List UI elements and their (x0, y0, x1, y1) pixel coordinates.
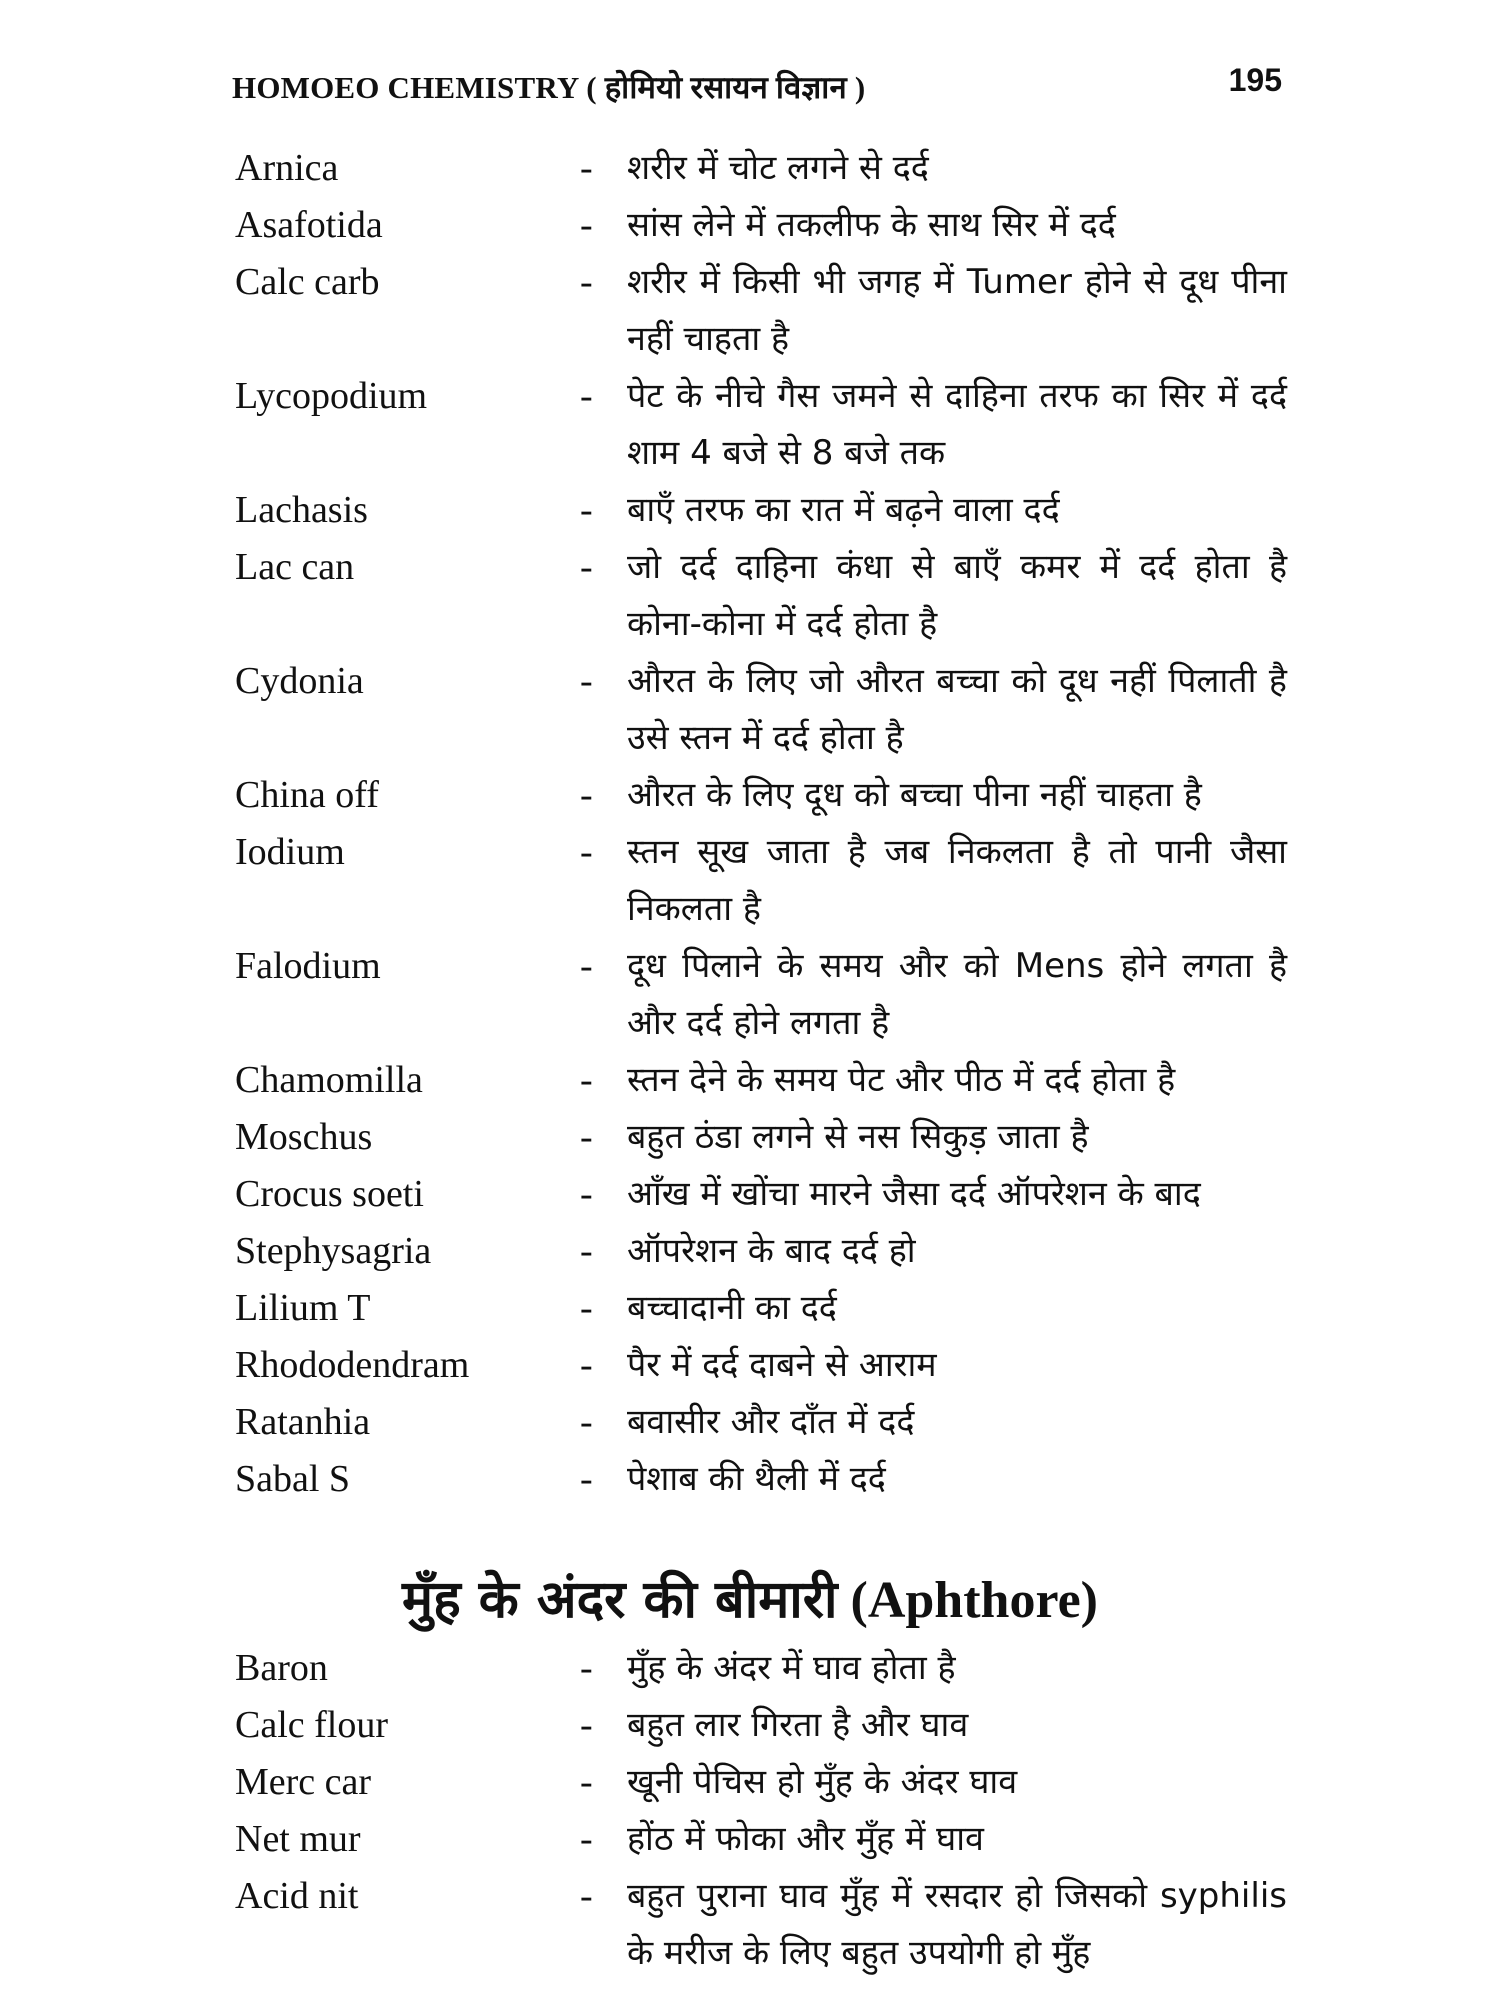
list-item (235, 824, 1297, 938)
remedy-name: Sabal S (235, 1458, 351, 1500)
separator-dash: - (580, 204, 593, 246)
remedy-name: Calc carb (235, 261, 380, 303)
remedy-description: औरत के लिए जो औरत बच्चा को दूध नहीं पिलाती है उसे स्तन में दर्द होता है (627, 661, 1287, 758)
running-head-title: HOMOEO CHEMISTRY ( होमियो रसायन विज्ञान ) (232, 70, 866, 105)
separator-dash: - (580, 1116, 593, 1158)
remedy-name: Ratanhia (235, 1401, 371, 1443)
separator-dash: - (580, 1059, 593, 1101)
list-item (235, 482, 1297, 539)
remedy-description: पैर में दर्द दाबने से आराम (627, 1345, 937, 1385)
list-item (235, 767, 1297, 824)
separator-dash: - (580, 660, 593, 702)
remedy-description: बच्चादानी का दर्द (627, 1288, 837, 1328)
remedy-description: जो दर्द दाहिना कंधा से बाएँ कमर में दर्द होता है कोना-कोना में दर्द होता है (627, 547, 1287, 644)
list-item (235, 1337, 1297, 1394)
list-item (235, 1868, 1297, 1982)
list-item (235, 1280, 1297, 1337)
separator-dash: - (580, 1818, 593, 1860)
remedy-name: Merc car (235, 1761, 372, 1803)
remedy-name: Chamomilla (235, 1059, 423, 1101)
remedy-name: China off (235, 774, 379, 816)
list-item (235, 1166, 1297, 1223)
list-item (235, 539, 1297, 653)
separator-dash: - (580, 546, 593, 588)
page-number: 195 (1228, 62, 1282, 98)
remedy-description: आँख में खोंचा मारने जैसा दर्द ऑपरेशन के बाद (627, 1174, 1201, 1214)
remedy-name: Lac can (235, 546, 355, 588)
list-item (235, 1697, 1297, 1754)
separator-dash: - (580, 1761, 593, 1803)
list-item (235, 1754, 1297, 1811)
separator-dash: - (580, 1875, 593, 1917)
remedy-name: Moschus (235, 1116, 373, 1158)
separator-dash: - (580, 945, 593, 987)
remedy-name: Calc flour (235, 1704, 389, 1746)
remedy-description: होंठ में फोका और मुँह में घाव (627, 1819, 984, 1859)
list-item (235, 140, 1297, 197)
remedy-list-aphthore (235, 1640, 1297, 1982)
separator-dash: - (580, 1344, 593, 1386)
remedy-name: Crocus soeti (235, 1173, 424, 1215)
section-heading-english: (Aphthore) (850, 1572, 1098, 1629)
remedy-name: Acid nit (235, 1875, 359, 1917)
separator-dash: - (580, 1230, 593, 1272)
remedy-name: Lycopodium (235, 375, 428, 417)
remedy-name: Lilium T (235, 1287, 371, 1329)
separator-dash: - (580, 831, 593, 873)
list-item (235, 1811, 1297, 1868)
section-heading-hindi: मुँह के अंदर की बीमारी (401, 1570, 838, 1630)
remedy-name: Baron (235, 1647, 328, 1689)
remedy-description: मुँह के अंदर में घाव होता है (627, 1648, 956, 1688)
remedy-description: बाएँ तरफ का रात में बढ़ने वाला दर्द (627, 490, 1060, 530)
remedy-name: Net mur (235, 1818, 361, 1860)
separator-dash: - (580, 1704, 593, 1746)
remedy-name: Falodium (235, 945, 381, 987)
page-header (232, 62, 1282, 106)
separator-dash: - (580, 774, 593, 816)
remedy-description: बहुत पुराना घाव मुँह में रसदार हो जिसको syphilis के मरीज के लिए बहुत उपयोगी हो मुँह (627, 1876, 1287, 1973)
remedy-description: बहुत ठंडा लगने से नस सिकुड़ जाता है (627, 1117, 1089, 1157)
remedy-list-pain (235, 140, 1297, 1508)
remedy-name: Arnica (235, 147, 339, 189)
list-item (235, 1223, 1297, 1280)
remedy-name: Lachasis (235, 489, 368, 531)
separator-dash: - (580, 1458, 593, 1500)
remedy-description: बहुत लार गिरता है और घाव (627, 1705, 969, 1745)
remedy-description: ऑपरेशन के बाद दर्द हो (627, 1231, 916, 1271)
remedy-name: Cydonia (235, 660, 364, 702)
remedy-description: स्तन सूख जाता है जब निकलता है तो पानी जैसा निकलता है (627, 832, 1287, 929)
list-item (235, 1394, 1297, 1451)
separator-dash: - (580, 1173, 593, 1215)
list-item (235, 1109, 1297, 1166)
remedy-description: शरीर में किसी भी जगह में Tumer होने से दूध पीना नहीं चाहता है (627, 262, 1287, 359)
remedy-description: पेशाब की थैली में दर्द (627, 1459, 886, 1499)
separator-dash: - (580, 1401, 593, 1443)
remedy-description: औरत के लिए दूध को बच्चा पीना नहीं चाहता है (627, 775, 1202, 815)
remedy-description: सांस लेने में तकलीफ के साथ सिर में दर्द (627, 205, 1116, 245)
list-item (235, 1052, 1297, 1109)
remedy-description: बवासीर और दाँत में दर्द (627, 1402, 915, 1442)
remedy-name: Iodium (235, 831, 345, 873)
remedy-description: स्तन देने के समय पेट और पीठ में दर्द होता है (627, 1060, 1176, 1100)
remedy-description: पेट के नीचे गैस जमने से दाहिना तरफ का सिर में दर्द शाम 4 बजे से 8 बजे तक (627, 376, 1287, 473)
section-heading (200, 1565, 1300, 1636)
remedy-name: Rhododendram (235, 1344, 470, 1386)
separator-dash: - (580, 261, 593, 303)
list-item (235, 938, 1297, 1052)
list-item (235, 1451, 1297, 1508)
list-item (235, 368, 1297, 482)
separator-dash: - (580, 375, 593, 417)
remedy-name: Stephysagria (235, 1230, 432, 1272)
separator-dash: - (580, 489, 593, 531)
list-item (235, 653, 1297, 767)
separator-dash: - (580, 1647, 593, 1689)
separator-dash: - (580, 147, 593, 189)
remedy-description: शरीर में चोट लगने से दर्द (627, 148, 929, 188)
list-item (235, 254, 1297, 368)
list-item (235, 1640, 1297, 1697)
remedy-name: Asafotida (235, 204, 383, 246)
remedy-description: खूनी पेचिस हो मुँह के अंदर घाव (627, 1762, 1018, 1802)
list-item (235, 197, 1297, 254)
remedy-description: दूध पिलाने के समय और को Mens होने लगता है और दर्द होने लगता है (627, 946, 1287, 1043)
separator-dash: - (580, 1287, 593, 1329)
